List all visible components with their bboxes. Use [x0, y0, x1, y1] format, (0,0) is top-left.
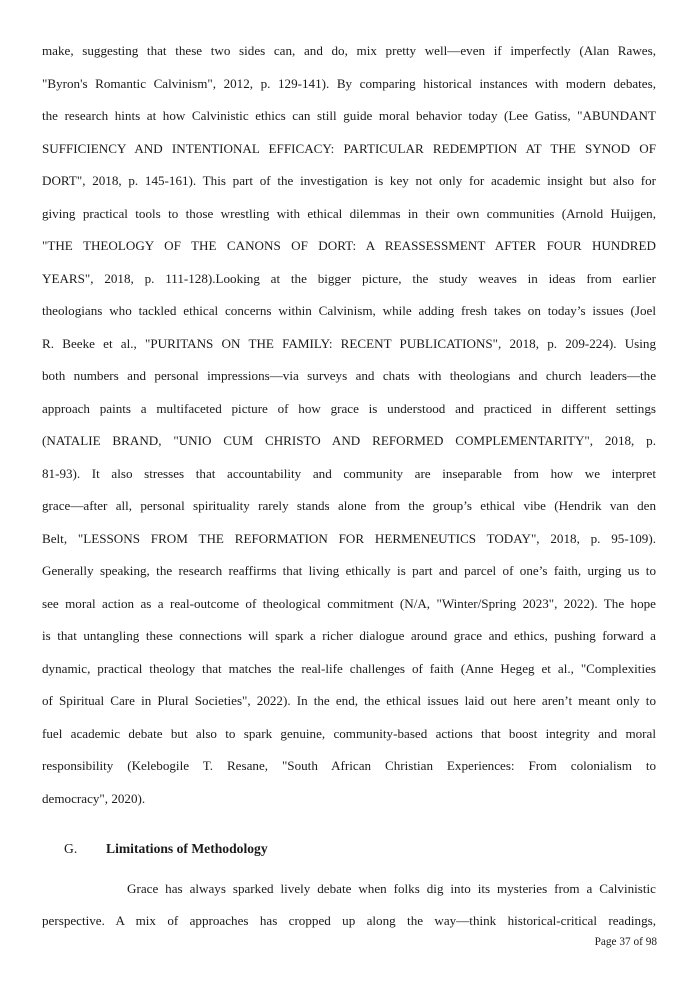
- text-line: fuel academic debate but also to spark genuine, community-based actions that boost integrity and moral: [42, 726, 656, 741]
- text-line: responsibility (Kelebogile T. Resane, "South African Christian Experiences: From colonialism to: [42, 758, 656, 773]
- text-line: perspective. A mix of approaches has cropped up along the way—think historical-critical readings,: [42, 913, 656, 928]
- text-line: is that untangling these connections will spark a richer dialogue around grace and ethics, pushing forward a: [42, 628, 656, 643]
- text-line: Belt, "LESSONS FROM THE REFORMATION FOR HERMENEUTICS TODAY", 2018, p. 95-109).: [42, 531, 656, 546]
- text-line: DORT", 2018, p. 145-161). This part of the investigation is key not only for academic insight but also for: [42, 173, 656, 188]
- page-number: Page 37 of 98: [594, 936, 657, 948]
- text-line: Generally speaking, the research reaffirms that living ethically is part and parcel of one’s faith, urging us to: [42, 563, 656, 578]
- text-line: "Byron's Romantic Calvinism", 2012, p. 129-141). By comparing historical instances with modern debates,: [42, 76, 656, 91]
- text-line: the research hints at how Calvinistic ethics can still guide moral behavior today (Lee Gatiss, "ABUNDANT: [42, 108, 656, 123]
- text-line: make, suggesting that these two sides can, and do, mix pretty well—even if imperfectly (Alan Rawes,: [42, 43, 656, 58]
- text-line: democracy", 2020).: [42, 791, 146, 806]
- text-line: YEARS", 2018, p. 111-128).Looking at the bigger picture, the study weaves in ideas from earlier: [42, 271, 656, 286]
- section-title: Limitations of Methodology: [106, 841, 268, 856]
- text-line: dynamic, practical theology that matches the real-life challenges of faith (Anne Hegeg et al., "Complexities: [42, 661, 656, 676]
- text-line: (NATALIE BRAND, "UNIO CUM CHRISTO AND REFORMED COMPLEMENTARITY", 2018, p.: [42, 433, 656, 448]
- text-line: see moral action as a real-outcome of theological commitment (N/A, "Winter/Spring 2023", 2022). The hope: [42, 596, 656, 611]
- text-line: giving practical tools to those wrestling with ethical dilemmas in their own communities (Arnold Huijgen,: [42, 206, 656, 221]
- text-line: R. Beeke et al., "PURITANS ON THE FAMILY: RECENT PUBLICATIONS", 2018, p. 209-224). Using: [42, 336, 656, 351]
- text-line: of Spiritual Care in Plural Societies", 2022). In the end, the ethical issues laid out here aren’t meant only to: [42, 693, 656, 708]
- section-number: G.: [64, 841, 78, 856]
- text-line: SUFFICIENCY AND INTENTIONAL EFFICACY: PARTICULAR REDEMPTION AT THE SYNOD OF: [42, 141, 656, 156]
- text-line: theologians who tackled ethical concerns within Calvinism, while adding fresh takes on today’s issues (Joel: [42, 303, 656, 318]
- text-line: both numbers and personal impressions—via surveys and chats with theologians and church leaders—the: [42, 368, 656, 383]
- text-line: Grace has always sparked lively debate when folks dig into its mysteries from a Calvinistic: [127, 881, 656, 896]
- text-line: grace—after all, personal spirituality rarely stands alone from the group’s ethical vibe (Hendrik van den: [42, 498, 656, 513]
- text-line: 81-93). It also stresses that accountability and community are inseparable from how we interpret: [42, 466, 656, 481]
- text-line: approach paints a multifaceted picture of how grace is understood and practiced in different settings: [42, 401, 656, 416]
- text-line: "THE THEOLOGY OF THE CANONS OF DORT: A REASSESSMENT AFTER FOUR HUNDRED: [42, 238, 656, 253]
